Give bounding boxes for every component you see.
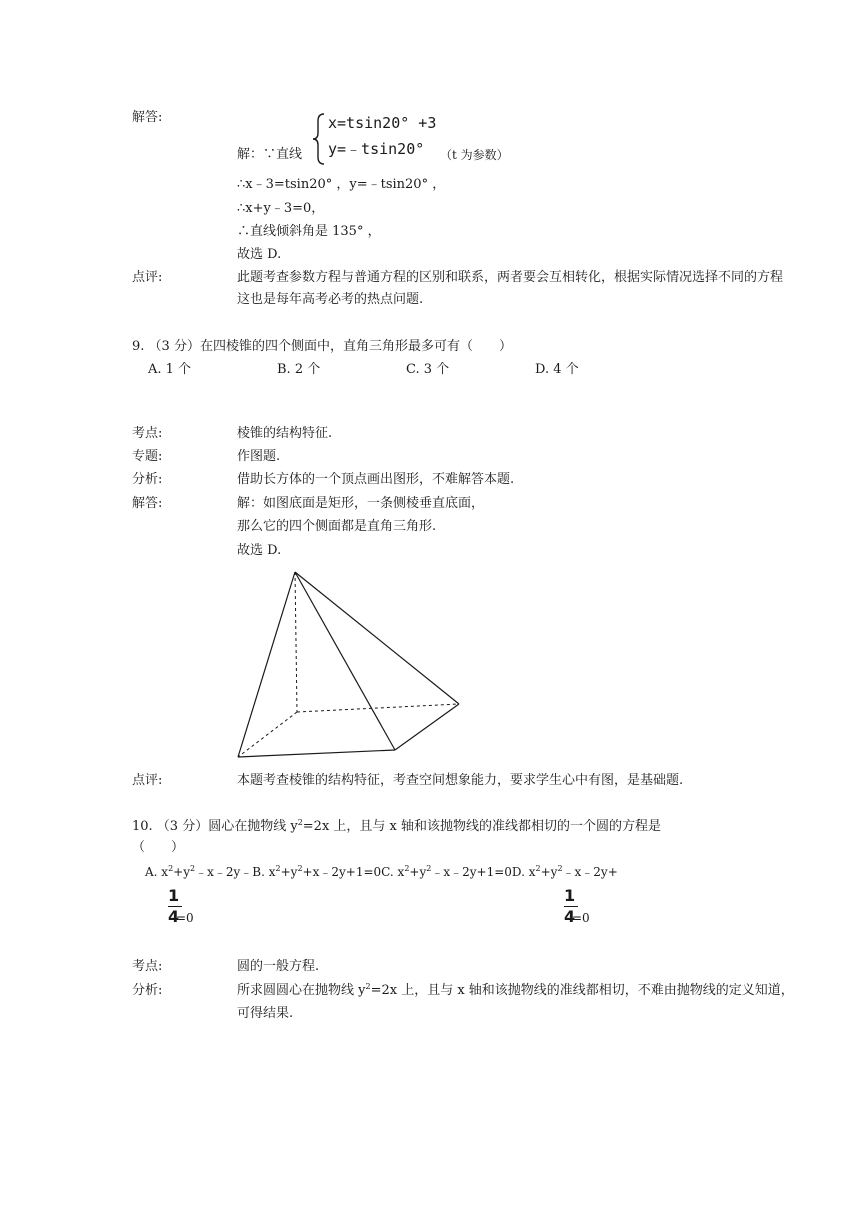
fraction-denominator: 4 [168,907,180,926]
answer-line-1: 解：如图底面是矩形，一条侧棱垂直底面， [237,496,485,511]
kaodian-text: 圆的一般方程. [237,959,320,974]
comment-text: 本题考查棱锥的结构特征，考查空间想象能力，要求学生心中有图，是基础题. [237,773,684,788]
solution-step-2: ∴x+y﹣3=0， [237,201,325,216]
fenxi-line-2: 可得结果. [237,1006,294,1021]
zhuanti-text: 作图题. [237,449,281,464]
answer-parentheses: （ ） [132,840,185,855]
option-d: D. 4 个 [535,362,579,377]
answer-label: 解答: [132,496,163,511]
comment-label: 点评: [132,773,163,788]
fraction-equals: =0 [572,911,590,925]
system-line-2: y=﹣tsin20° [328,140,425,158]
kaodian-label: 考点: [132,959,163,974]
kaodian-text: 棱锥的结构特征. [237,426,333,441]
solution-prefix: 解：∵直线 [237,147,303,162]
fenxi-line-1: 所求圆圆心在抛物线 $y^2=2x$ 上，且与 x 轴和该抛物线的准线都相切，不难由抛物线的定义知道， [237,982,794,998]
system-line-1: x=tsin20° +3 [328,114,437,132]
answer-line-3: 故选 D. [237,543,282,558]
brace-icon [312,113,326,165]
solution-step-1: ∴x﹣3=tsin20° ，y=﹣tsin20° ， [237,177,446,192]
fenxi-label: 分析: [132,983,163,998]
comment-line-2: 这也是每年高考必考的热点问题. [237,292,424,307]
zhuanti-label: 专题: [132,449,163,464]
solution-step-4: 故选 D. [237,247,282,262]
fraction-numerator: 1 [564,886,576,905]
question-9: 9. （3 分）在四棱锥的四个侧面中，直角三角形最多可有（ ） [132,339,512,354]
comment-line-1: 此题考查参数方程与普通方程的区别和联系，两者要会互相转化，根据实际情况选择不同的方程 [237,270,784,285]
option-c: C. 3 个 [406,362,450,377]
question-10: 10. （3 分）圆心在抛物线 $y^2=2x$ 上，且与 x 轴和该抛物线的准线都相切的一个圆的方程是 [132,818,662,834]
pyramid-figure [230,565,470,765]
options-line: A. $x^2+y^2﹣x﹣2y﹣B$. $x^2+y^2+x﹣2y+1=0C$. $x^2+y^2﹣x﹣2y+1=0D$. $x^2+y^2﹣x﹣2y+$ [145,864,618,879]
option-a: A. 1 个 [148,362,192,377]
comment-label: 点评: [132,270,163,285]
option-b: B. 2 个 [277,362,321,377]
fenxi-label: 分析: [132,472,163,487]
parameter-note: （t 为参数） [440,148,509,162]
fraction-equals: =0 [176,911,194,925]
answer-label: 解答: [132,110,163,125]
answer-line-2: 那么它的四个侧面都是直角三角形. [237,519,437,534]
solution-step-3: ∴直线倾斜角是 135° ， [237,224,381,239]
fraction-denominator: 4 [564,907,576,926]
kaodian-label: 考点: [132,426,163,441]
fenxi-text: 借助长方体的一个顶点画出图形，不难解答本题. [237,472,515,487]
fraction-numerator: 1 [168,886,180,905]
